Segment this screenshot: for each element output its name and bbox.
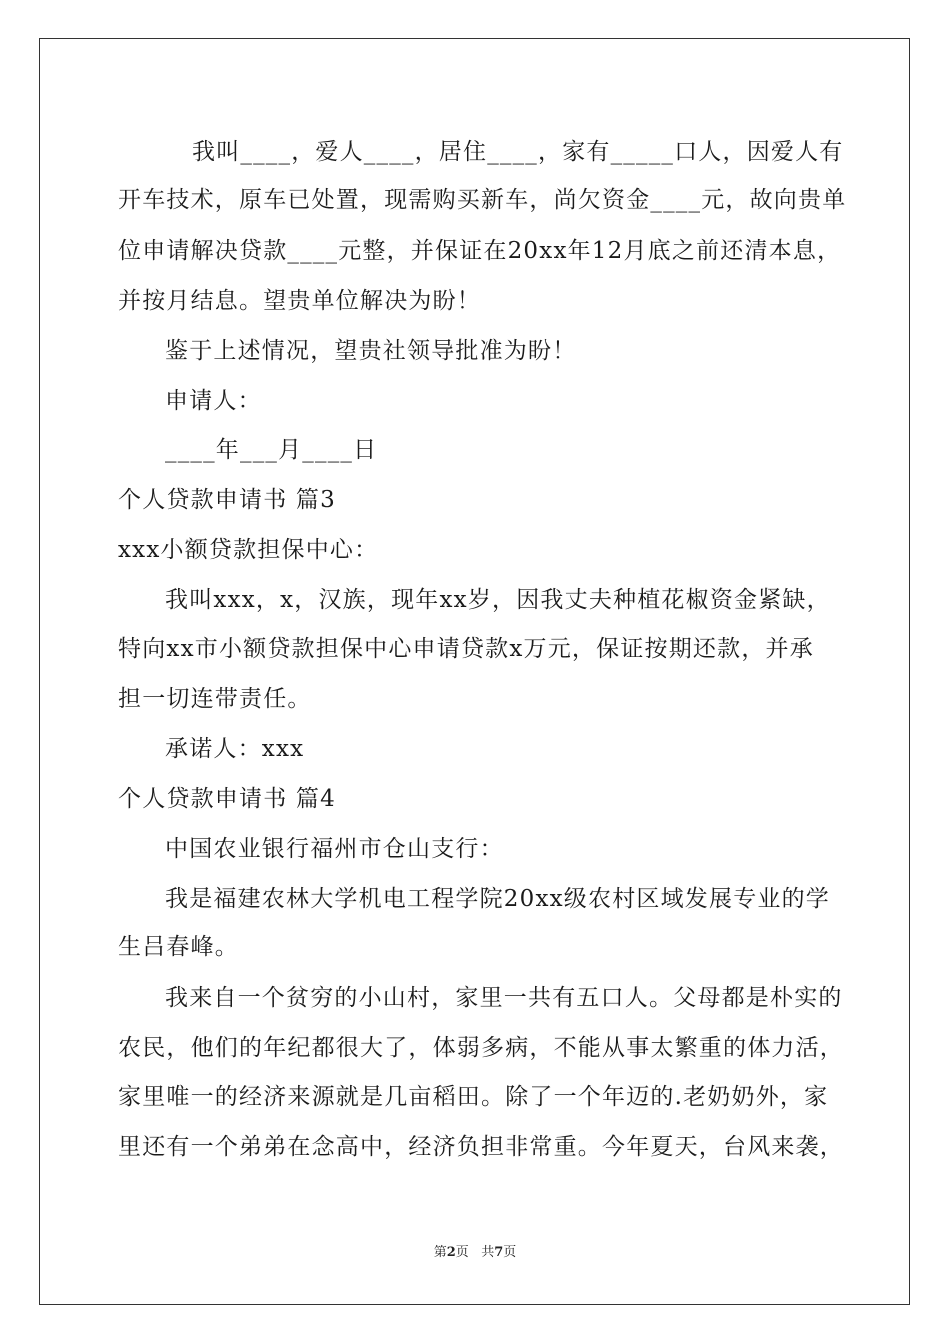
- text-line: 位申请解决贷款____元整，并保证在20xx年12月底之前还清本息，: [118, 238, 842, 264]
- text-line: 开车技术，原车已处置，现需购买新车，尚欠资金____元，故向贵单: [118, 187, 847, 213]
- footer-total-prefix: 共: [481, 1245, 495, 1260]
- page-footer: [0, 1243, 950, 1263]
- text-line: 我来自一个贫穷的小山村，家里一共有五口人。父母都是朴实的: [165, 985, 843, 1011]
- footer-page-number: 2: [446, 1245, 456, 1260]
- text-line: 我是福建农林大学机电工程学院20xx级农村区域发展专业的学: [165, 886, 831, 912]
- text-line: 里还有一个弟弟在念高中，经济负担非常重。今年夏天，台风来袭，: [118, 1134, 844, 1160]
- text-line: 家里唯一的经济来源就是几亩稻田。除了一个年迈的.老奶奶外，家: [118, 1084, 829, 1110]
- footer-total-pages: 7: [494, 1245, 504, 1260]
- footer-page-prefix: 第: [433, 1245, 447, 1260]
- text-line: 申请人：: [165, 388, 262, 414]
- text-line: 鉴于上述情况，望贵社领导批准为盼！: [165, 338, 577, 364]
- text-line: 担一切连带责任。: [118, 686, 312, 712]
- footer-total-suffix: 页: [503, 1245, 517, 1260]
- text-line: ____年___月____日: [165, 437, 378, 463]
- text-line: 农民，他们的年纪都很大了，体弱多病，不能从事太繁重的体力活，: [118, 1035, 844, 1061]
- section-heading: 个人贷款申请书 篇4: [118, 786, 336, 812]
- text-line: 并按月结息。望贵单位解决为盼！: [118, 288, 481, 314]
- text-line: 承诺人：xxx: [165, 736, 305, 762]
- text-line: 特向xx市小额贷款担保中心申请贷款x万元，保证按期还款，并承: [118, 636, 814, 662]
- text-line: xxx小额贷款担保中心：: [118, 537, 379, 563]
- text-line: 生吕春峰。: [118, 934, 239, 960]
- text-line: 中国农业银行福州市仓山支行：: [165, 836, 504, 862]
- text-line: 我叫____，爱人____，居住____，家有_____口人，因爱人有: [192, 139, 844, 165]
- text-line: 我叫xxx，x，汉族，现年xx岁，因我丈夫种植花椒资金紧缺，: [165, 587, 831, 613]
- page-border: [39, 38, 910, 1305]
- section-heading: 个人贷款申请书 篇3: [118, 487, 336, 513]
- footer-page-suffix: 页: [455, 1245, 469, 1260]
